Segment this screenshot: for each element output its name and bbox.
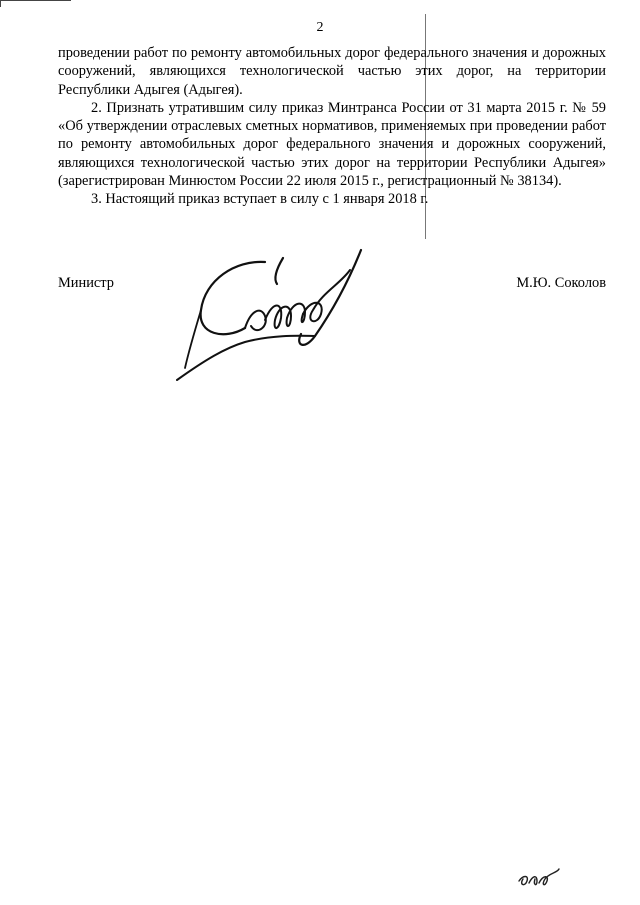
paragraph-item-3: 3. Настоящий приказ вступает в силу с 1 января 2018 г. — [91, 191, 429, 208]
scan-corner-mark — [0, 0, 71, 7]
paragraph-item-2: 2. Признать утратившим силу приказ Минтранса России от 31 марта 2015 г. № 59 «Об утверждении отраслевых сметных нормативов, применяемых при проведении работ по ремонту автомобильных дорог федерального значения и дорожных сооружений, являющихся технологической частью этих дорог на территории Республики Адыгея» (зарегистрирован Минюстом России 22 июля 2015 г., регистрационный № 38134). — [58, 99, 606, 190]
handwritten-initials-mark — [515, 865, 565, 891]
paragraph-continuation: проведении работ по ремонту автомобильных дорог федерального значения и дорожных сооружений, являющихся технологической частью этих дорог, на территории Республики Адыгея (Адыгея). — [58, 45, 606, 98]
page-number: 2 — [316, 20, 324, 35]
document-body — [58, 44, 606, 209]
signatory-name: М.Ю. Соколов — [516, 275, 606, 291]
signatory-title: Министр — [58, 275, 114, 291]
handwritten-signature — [165, 240, 375, 390]
